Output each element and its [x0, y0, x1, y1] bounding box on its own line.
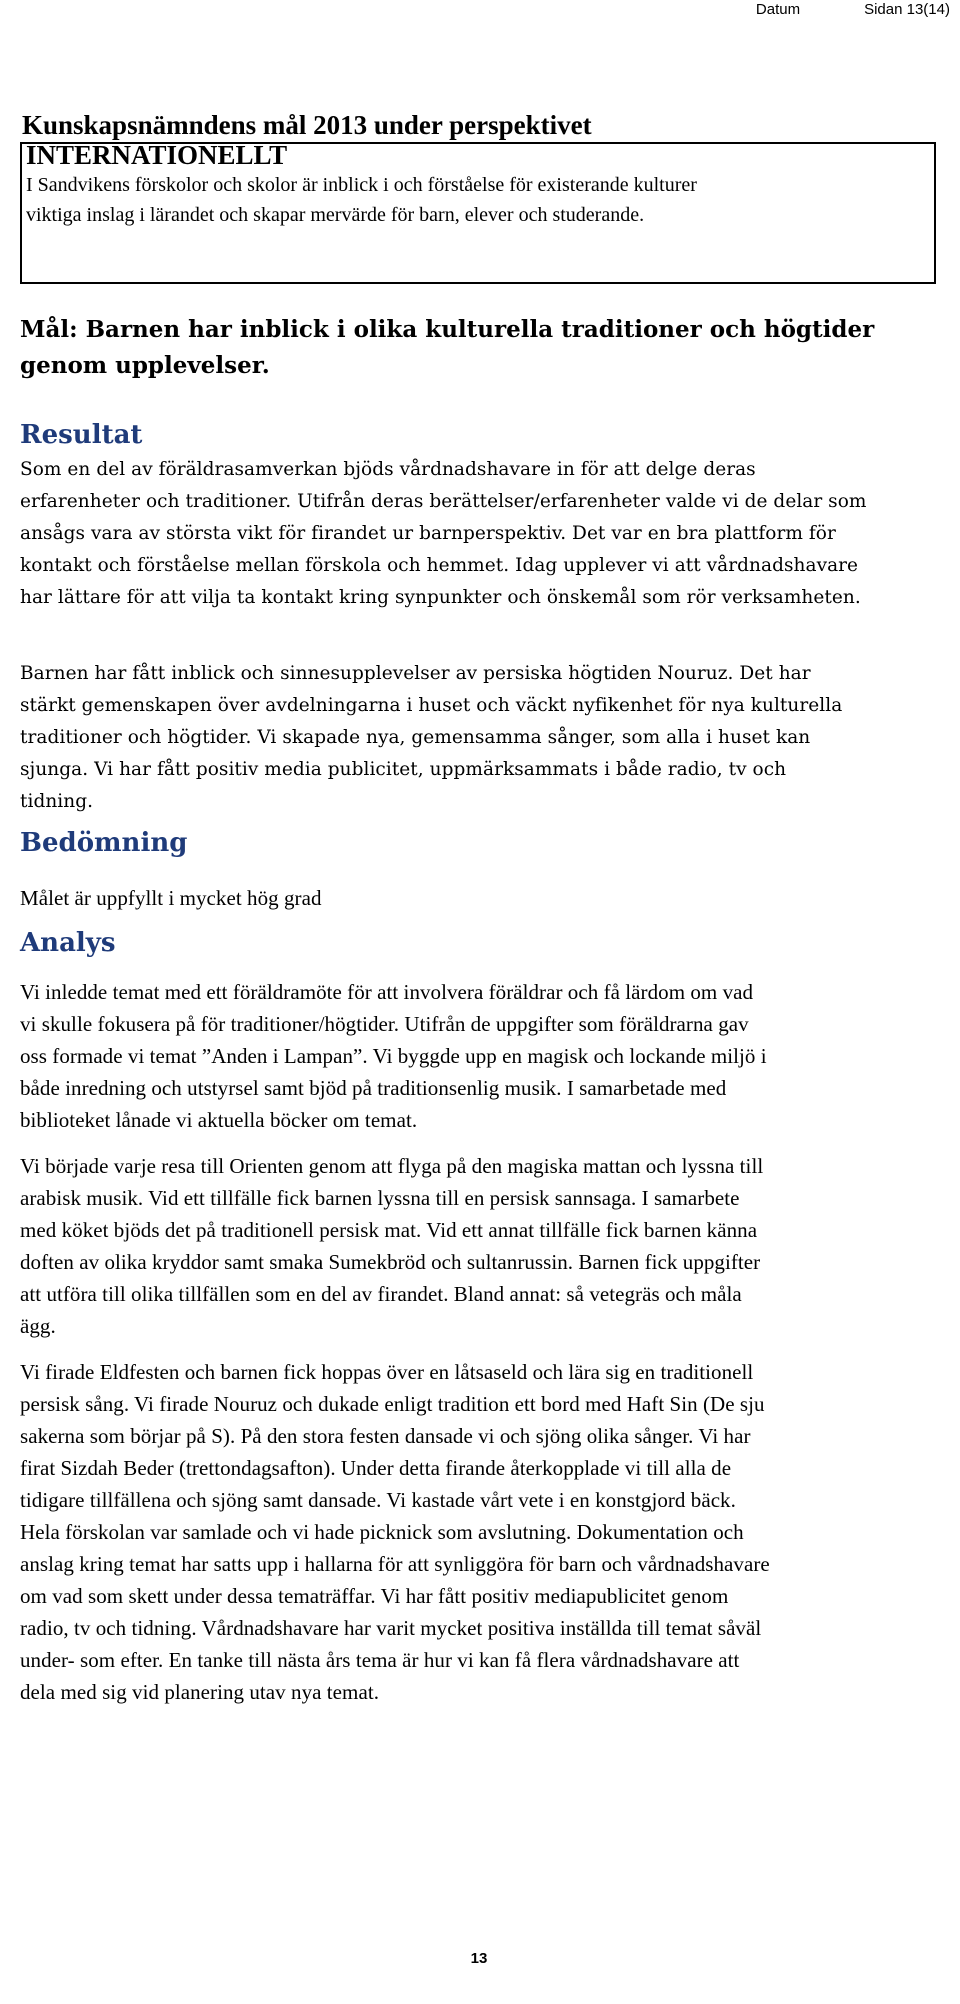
text-line: både inredning och utstyrsel samt bjöd på traditionsenlig musik. I samarbetade med [20, 1076, 727, 1100]
text-line: ansågs vara av största vikt för firandet ur barnperspektiv. Det var en bra plattform för [20, 523, 836, 544]
bedomning-text [20, 882, 940, 914]
text-line: under- som efter. En tanke till nästa års tema är hur vi kan få flera vårdnadshavare att [20, 1648, 740, 1672]
text-line: firat Sizdah Beder (trettondagsafton). Under detta firande återkopplade vi till alla de [20, 1456, 732, 1480]
text-line: doften av olika kryddor samt smaka Sumekbröd och sultanrussin. Barnen fick uppgifter [20, 1250, 761, 1274]
resultat-paragraph-1 [20, 454, 940, 614]
text-line: traditioner och högtider. Vi skapade nya, gemensamma sånger, som alla i huset kan [20, 727, 811, 748]
text-line: Vi inledde temat med ett föräldramöte för att involvera föräldrar och få lärdom om vad [20, 980, 754, 1004]
text-line: anslag kring temat har satts upp i hallarna för att synliggöra för barn och vårdnadshavare [20, 1552, 770, 1576]
text-line: sjunga. Vi har fått positiv media publicitet, uppmärksammats i både radio, tv och [20, 759, 787, 780]
text-line: har lättare för att vilja ta kontakt kring synpunkter och önskemål som rör verksamheten. [20, 587, 861, 608]
goal-line1: Mål: Barnen har inblick i olika kulturella traditioner och högtider [20, 316, 875, 343]
text-line: dela med sig vid planering utav nya temat. [20, 1680, 379, 1704]
text-line: sakerna som börjar på S). På den stora festen dansade vi och sjöng olika sånger. Vi har [20, 1424, 751, 1448]
analys-paragraph-2 [20, 1150, 940, 1342]
text-line: kontakt och förståelse mellan förskola och hemmet. Idag upplever vi att vårdnadshavare [20, 555, 859, 576]
text-line: oss formade vi temat ”Anden i Lampan”. Vi byggde upp en magisk och lockande miljö i [20, 1044, 767, 1068]
text-line: Vi började varje resa till Orienten genom att flyga på den magiska mattan och lyssna till [20, 1154, 764, 1178]
header-page: Sidan 13(14) [864, 1, 950, 18]
text-line: radio, tv och tidning. Vårdnadshavare har varit mycket positiva inställda till temat såväl [20, 1616, 762, 1640]
text-line: Hela förskolan var samlade och vi hade picknick som avslutning. Dokumentation och [20, 1520, 744, 1544]
header-date: Datum [755, 1, 801, 18]
text-line: Barnen har fått inblick och sinnesupplevelser av persiska högtiden Nouruz. Det har [20, 663, 811, 684]
perspective-box [20, 110, 936, 284]
text-line: tidigare tillfällena och sjöng samt dansade. Vi kastade vårt vete i en konstgjord bäck. [20, 1488, 736, 1512]
text-line: biblioteket lånade vi aktuella böcker om temat. [20, 1108, 418, 1132]
text-line: erfarenheter och traditioner. Utifrån deras berättelser/erfarenheter valde vi de delar som [20, 491, 867, 512]
box-text-line2: viktiga inslag i lärandet och skapar mervärde för barn, elever och studerande. [26, 204, 645, 226]
resultat-paragraph-2 [20, 658, 940, 818]
text-line: vi skulle fokusera på för traditioner/högtider. Utifrån de uppgifter som föräldrarna gav [20, 1012, 749, 1036]
text-line: ägg. [20, 1314, 56, 1338]
text-line: persisk sång. Vi firade Nouruz och dukade enligt tradition ett bord med Haft Sin (De sju [20, 1392, 765, 1416]
analys-paragraph-3 [20, 1356, 940, 1708]
box-title-line2: INTERNATIONELLT [26, 140, 288, 170]
box-text-line1: I Sandvikens förskolor och skolor är inblick i och förståelse för existerande kulturer [26, 174, 697, 196]
resultat-heading: Resultat [20, 420, 143, 450]
bedomning-heading: Bedömning [20, 828, 188, 858]
analys-paragraph-1 [20, 976, 940, 1136]
text-line: tidning. [20, 791, 94, 812]
page-header [692, 0, 950, 20]
text-line: Som en del av föräldrasamverkan bjöds vårdnadshavare in för att delge deras [20, 459, 756, 480]
text-line: Målet är uppfyllt i mycket hög grad [20, 886, 322, 910]
text-line: stärkt gemenskapen över avdelningarna i huset och väckt nyfikenhet för nya kulturella [20, 695, 843, 716]
text-line: om vad som skett under dessa tematräffar. Vi har fått positiv mediapublicitet genom [20, 1584, 729, 1608]
text-line: Vi firade Eldfesten och barnen fick hoppas över en låtsaseld och lära sig en traditionell [20, 1360, 754, 1384]
text-line: att utföra till olika tillfällen som en del av firandet. Bland annat: så vetegräs och måla [20, 1282, 742, 1306]
goal-heading [20, 312, 936, 384]
box-title-line1: Kunskapsnämndens mål 2013 under perspektivet [22, 110, 592, 140]
text-line: med köket bjöds det på traditionell persisk mat. Vid ett annat tillfälle fick barnen känna [20, 1218, 758, 1242]
analys-heading: Analys [20, 928, 116, 958]
goal-line2: genom upplevelser. [20, 352, 270, 379]
text-line: arabisk musik. Vid ett tillfälle fick barnen lyssna till en persisk sannsaga. I samarbete [20, 1186, 740, 1210]
page-number: 13 [470, 1950, 488, 1967]
